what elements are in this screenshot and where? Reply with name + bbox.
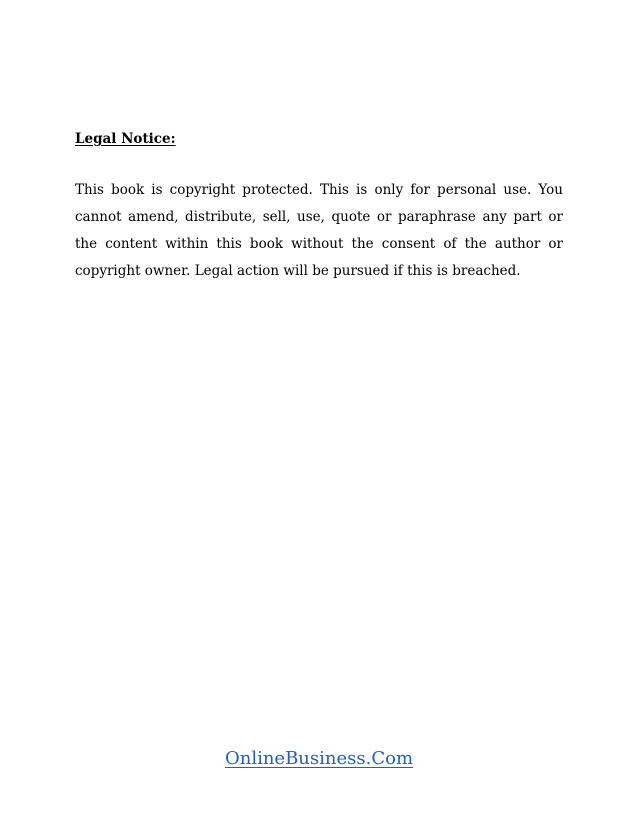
legal-notice-text: This book is copyright protected. This is only for personal use. You cannot amend, distribute, sell, use, quote or paraphrase any part or the content within this book without the consent of the author or copyright owner. Legal action will be pursued if this is breached.	[75, 182, 563, 279]
legal-notice-heading: Legal Notice:	[75, 131, 176, 147]
footer-website-link[interactable]: OnlineBusiness.Com	[224, 748, 414, 769]
